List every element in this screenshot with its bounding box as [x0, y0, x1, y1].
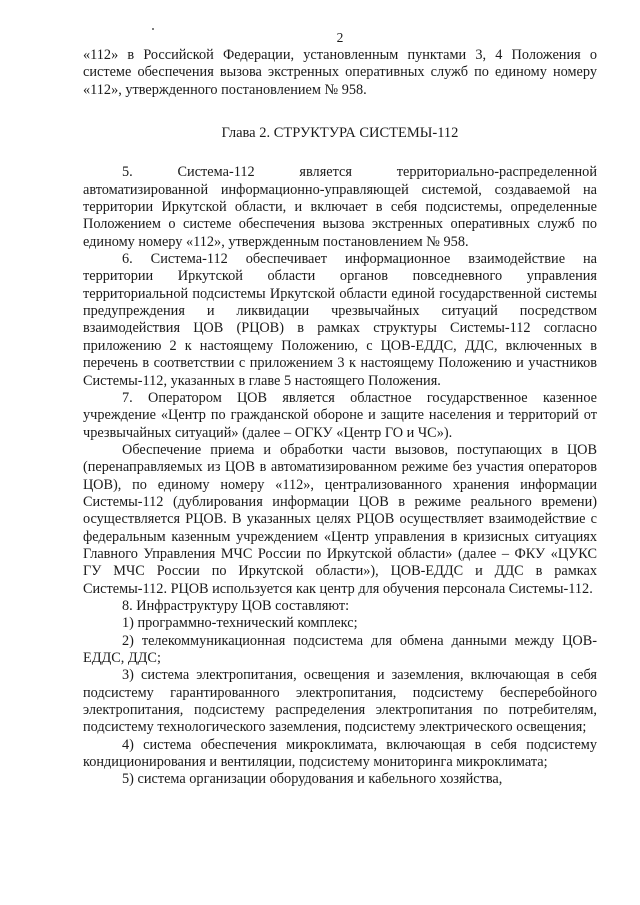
- paragraph-continuation: «112» в Российской Федерации, установленным пунктами 3, 4 Положения о системе обеспечения вызова экстренных оперативных служб по единому номеру «112», утвержденного постановлением № 958.: [83, 47, 597, 98]
- list-item-4: 4) система обеспечения микроклимата, включающая в себя подсистему кондиционирования и вентиляции, подсистему мониторинга микроклимата;: [83, 736, 597, 771]
- document-page: [83, 30, 597, 789]
- list-item-2: 2) телекоммуникационная подсистема для обмена данными между ЦОВ-ЕДДС, ДДС;: [83, 632, 597, 666]
- paragraph-8: 8. Инфраструктуру ЦОВ составляют:: [122, 597, 350, 614]
- chapter-title: Глава 2. СТРУКТУРА СИСТЕМЫ-112: [221, 125, 459, 142]
- paragraph-6: 6. Система-112 обеспечивает информационное взаимодействие на территории Иркутской области органов повседневного управления территориальной подсистемы Иркутской области единой государственной системы предупреждения и ликвидации чрезвычайных ситуаций посредством взаимодействия ЦОВ (РЦОВ) в рамках структуры Системы-112 согласно приложению 2 к настоящему Положению, с ЦОВ-ЕДДС, ДДС, включенных в перечень в соответствии с приложением 3 к настоящему Положению и участников Системы-112, указанных в главе 5 настоящего Положения.: [83, 251, 597, 389]
- page-number: 2: [336, 30, 344, 45]
- list-item-1: 1) программно-технический комплекс;: [122, 615, 358, 632]
- paragraph-5: 5. Система-112 является территориально-распределенной автоматизированной информационно-управляющей системой, создаваемой на территории Иркутской области, и включает в себя подсистемы, определенные Положением о системе обеспечения вызова экстренных оперативных служб по единому номеру «112», утвержденным постановлением № 958.: [83, 164, 597, 250]
- paragraph-7: 7. Оператором ЦОВ является областное государственное казенное учреждение «Центр по гражданской обороне и защите населения и территорий от чрезвычайных ситуаций» (далее – ОГКУ «Центр ГО и ЧС»).: [83, 389, 597, 441]
- paragraph-rcov: Обеспечение приема и обработки части вызовов, поступающих в ЦОВ (перенаправляемых из ЦОВ в автоматизированном режиме без участия операторов ЦОВ), по единому номеру «112», централизованного хранения информации Системы-112 (дублирования информации ЦОВ в режиме реального времени) осуществляется РЦОВ. В указанных целях РЦОВ осуществляет взаимодействие с федеральным казенным учреждением «Центр управления в кризисных ситуациях Главного Управления МЧС России по Иркутской области» (далее – ФКУ «ЦУКС ГУ МЧС России по Иркутской области»), ЦОВ-ЕДДС и ДДС в рамках Системы-112. РЦОВ используется как центр для обучения персонала Системы-112.: [83, 441, 597, 597]
- list-item-5: 5) система организации оборудования и кабельного хозяйства,: [122, 771, 503, 788]
- list-item-3: 3) система электропитания, освещения и заземления, включающая в себя подсистему гарантированного электропитания, подсистему бесперебойного электропитания, подсистему распределения электропитания по потребителям, подсистему технологического заземления, подсистему электрического освещения;: [83, 667, 597, 736]
